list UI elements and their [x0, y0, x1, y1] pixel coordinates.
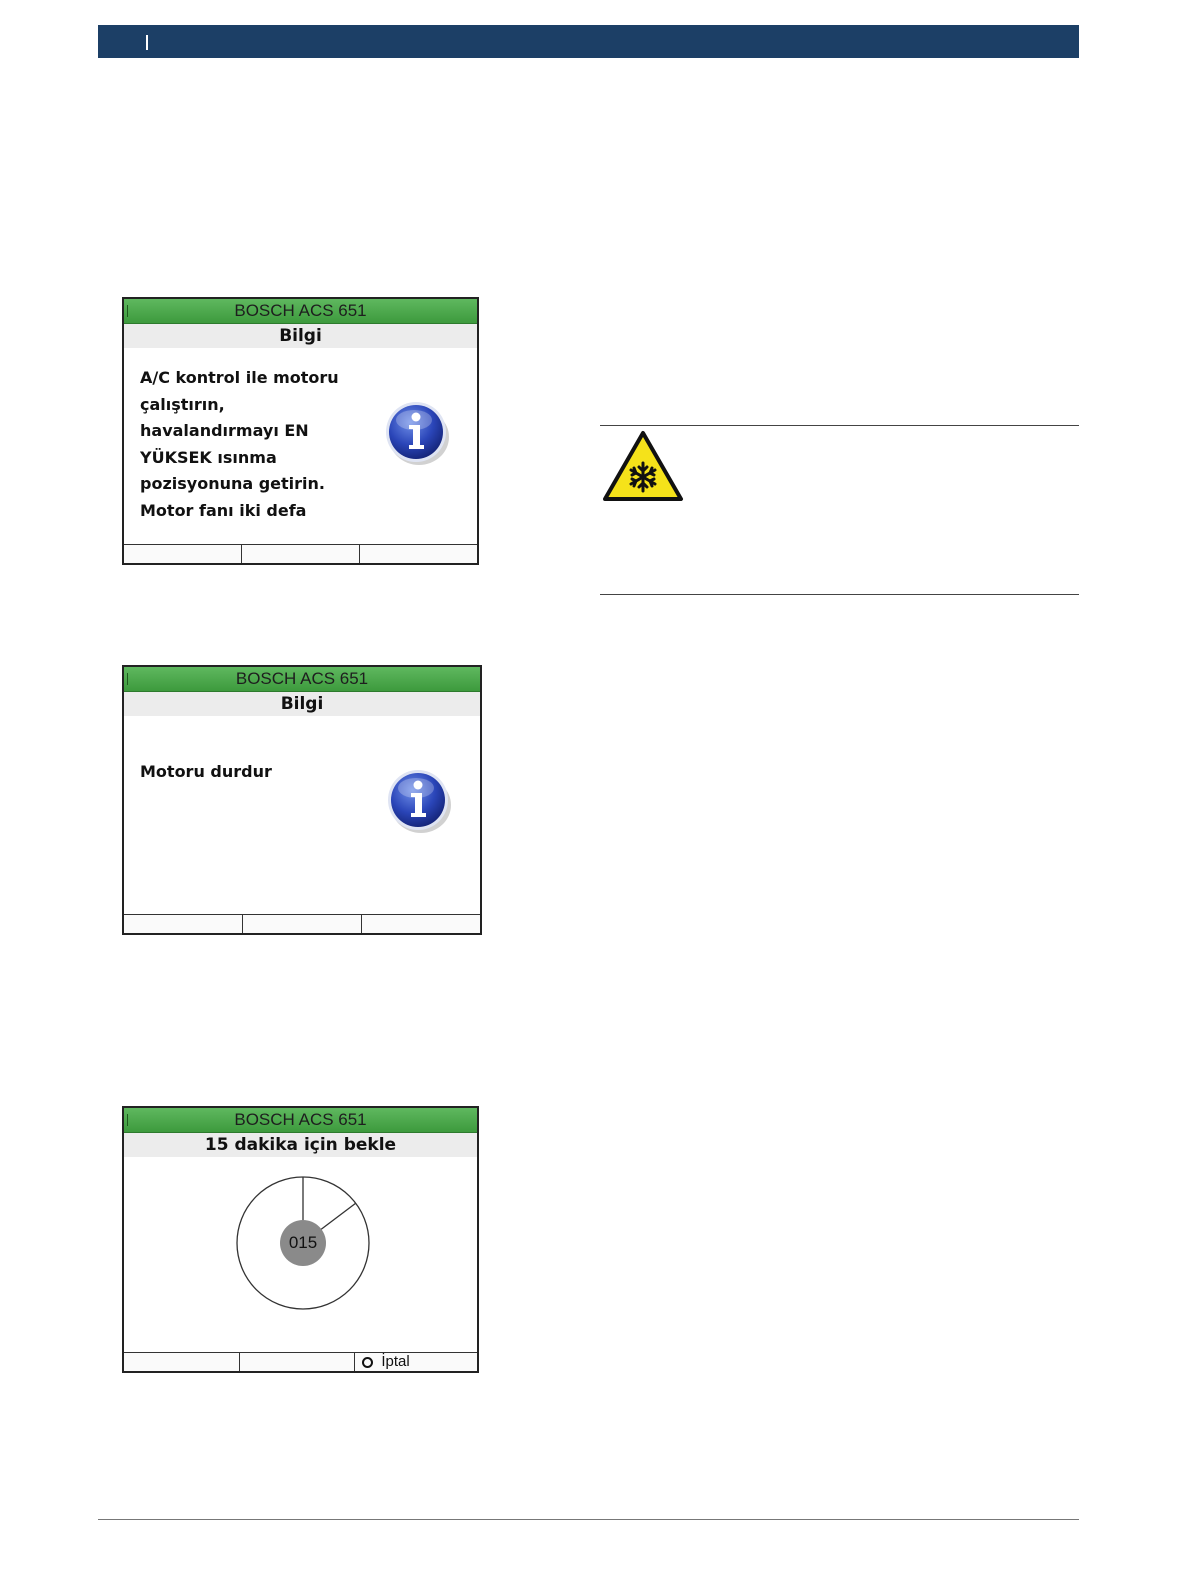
message-line: YÜKSEK ısınma	[140, 447, 277, 467]
message-line: Motoru durdur	[140, 762, 272, 781]
page-header-bar	[98, 25, 1079, 58]
message-line: çalıştırın,	[140, 394, 225, 414]
header-divider	[146, 35, 148, 50]
screen-subtitle: Bilgi	[124, 324, 477, 348]
softkey-2[interactable]	[243, 915, 362, 933]
softkey-1[interactable]	[124, 545, 242, 563]
cancel-label: İptal	[381, 1353, 410, 1370]
screen-subtitle: 15 dakika için bekle	[124, 1133, 477, 1157]
screen-title: BOSCH ACS 651	[234, 301, 367, 320]
screen-title-bar	[124, 667, 480, 692]
cold-hazard-icon	[602, 430, 684, 502]
info-icon	[386, 768, 452, 834]
message-line: pozisyonuna getirin.	[140, 474, 326, 493]
softkey-2[interactable]	[242, 545, 360, 563]
screen-subtitle: Bilgi	[124, 692, 480, 716]
screen-title: BOSCH ACS 651	[235, 669, 369, 688]
screen-title-bar	[124, 1108, 477, 1133]
warning-bottom-rule	[600, 594, 1079, 595]
cancel-button[interactable]	[355, 1353, 477, 1371]
softkey-1[interactable]	[124, 1353, 240, 1371]
screen-message	[140, 759, 380, 786]
message-line: havalandırmayı EN	[140, 421, 309, 440]
device-screen-stop-engine	[122, 665, 482, 935]
page-footer-rule	[98, 1519, 1079, 1520]
device-screen-start-engine	[122, 297, 479, 565]
device-screen-wait-timer	[122, 1106, 479, 1373]
message-line: A/C kontrol ile motoru	[140, 368, 339, 387]
warning-top-rule	[600, 425, 1079, 426]
screen-title-bar	[124, 299, 477, 324]
radio-circle-icon	[362, 1357, 373, 1368]
softkey-2[interactable]	[240, 1353, 356, 1371]
timer-value: 015	[288, 1233, 318, 1252]
info-icon	[384, 400, 450, 466]
softkey-bar	[124, 544, 477, 563]
softkey-3[interactable]	[362, 915, 480, 933]
screen-message	[140, 365, 380, 527]
softkey-bar	[124, 1352, 477, 1371]
screen-title: BOSCH ACS 651	[234, 1110, 367, 1129]
softkey-1[interactable]	[124, 915, 243, 933]
softkey-bar	[124, 914, 480, 933]
message-line: Motor fanı iki defa	[140, 500, 307, 520]
softkey-3[interactable]	[360, 545, 477, 563]
